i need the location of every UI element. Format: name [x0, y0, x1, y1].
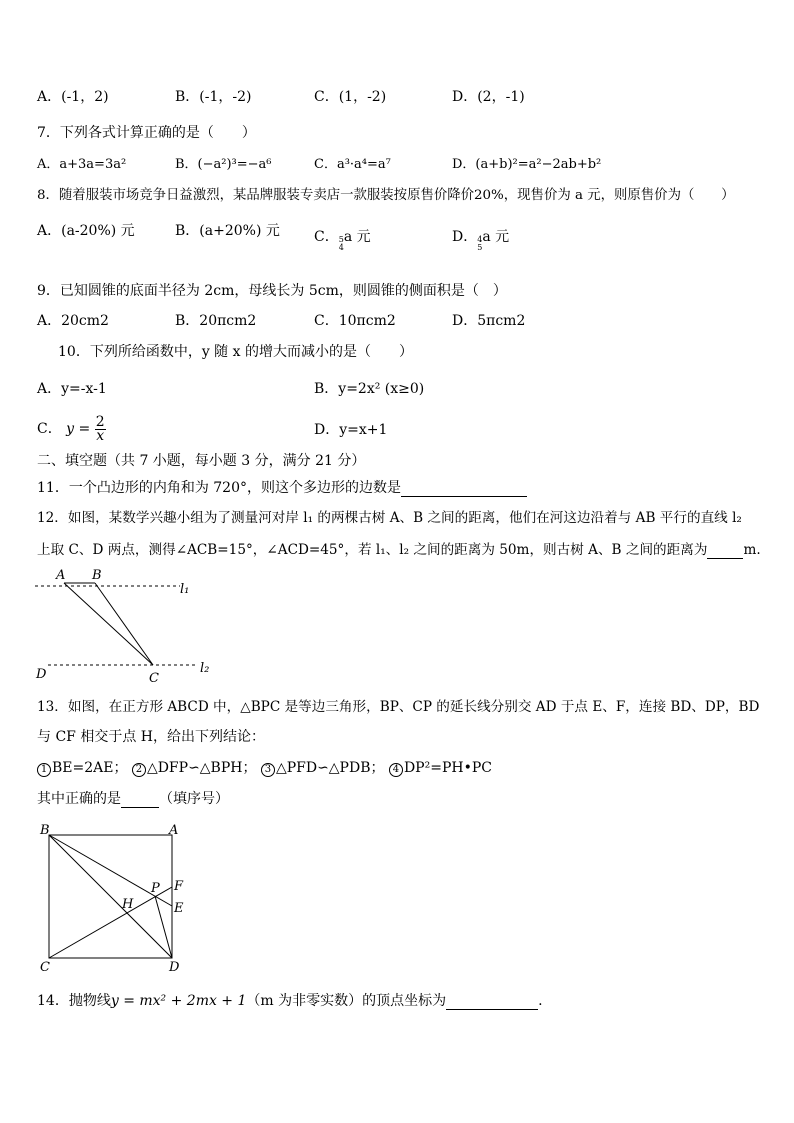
q8-option-c: C． 5 4 a 元 — [314, 229, 371, 252]
q12-label-c: C — [149, 671, 159, 686]
q12-line2: 上取 C、D 两点，测得∠ACB=15°，∠ACD=45°，若 l₁、l₂ 之间的距离为 50m，则古树 A、B 之间的距离为 m. — [37, 542, 761, 558]
q12-answer-blank[interactable] — [707, 544, 743, 559]
q12-figure — [30, 565, 220, 687]
q7-option-d: D．(a+b)²=a²−2ab+b² — [452, 157, 602, 172]
q13-label-p: P — [151, 881, 160, 896]
q13-figure — [36, 820, 196, 975]
q12-line1: 12．如图，某数学兴趣小组为了测量河对岸 l₁ 的两棵古树 A、B 之间的距离，他们在河这边沿着与 AB 平行的直线 l₂ — [37, 510, 742, 526]
q8-option-c-fraction: 5 4 — [338, 235, 344, 252]
q13-segment-dp — [155, 896, 172, 958]
q6-option-b: B．(-1，-2) — [175, 89, 252, 105]
q13-answer-blank[interactable] — [121, 793, 159, 808]
q14-stem: 14．抛物线y = mx² + 2mx + 1（m 为非零实数）的顶点坐标为 . — [37, 993, 543, 1009]
q10-stem: 10．下列所给函数中，y 随 x 的增大而减小的是（ ） — [58, 344, 413, 360]
q13-label-a: A — [169, 823, 179, 838]
q13-segment-cf — [49, 887, 172, 958]
q8-option-a: A．(a-20%) 元 — [37, 223, 135, 239]
q9-option-b: B．20πcm2 — [175, 313, 257, 329]
q6-option-c: C．(1，-2) — [314, 89, 387, 105]
q13-conclusion-1: 1 BE=2AE； — [37, 760, 127, 776]
q13-segment-bd — [49, 835, 172, 958]
q13-conclusion-4: 4 DP²=PH•PC — [389, 760, 492, 776]
q13-conclusion-3: 3 △PFD∽△PDB； — [261, 760, 385, 776]
q11-answer-blank[interactable] — [401, 482, 527, 497]
q8-option-d-fraction: 4 5 — [477, 235, 483, 252]
q13-conclusions — [37, 759, 492, 777]
q12-segment-bc — [95, 583, 153, 665]
q6-option-a: A．(-1，2) — [37, 89, 109, 105]
q12-label-a: A — [56, 568, 66, 583]
q12-label-b: B — [92, 568, 102, 583]
q13-line2: 与 CF 相交于点 H，给出下列结论： — [37, 729, 265, 745]
q12-label-d: D — [36, 667, 47, 682]
q11-stem: 11．一个凸边形的内角和为 720°，则这个多边形的边数是 — [37, 479, 527, 497]
q10-option-c-fraction: $\frac{2}{x}$ — [95, 413, 105, 444]
q9-option-a: A．20cm2 — [37, 313, 109, 329]
q8-option-d: D． 4 5 a 元 — [452, 229, 510, 252]
q12-label-l2: l₂ — [200, 661, 210, 676]
q7-option-b: B．(−a²)³=−a⁶ — [175, 157, 272, 172]
q14-formula: y = mx² + 2mx + 1 — [110, 993, 247, 1009]
q10-option-d: D．y=x+1 — [314, 422, 388, 438]
q8-stem: 8．随着服装市场竞争日益激烈，某品牌服装专卖店一款服装按原售价降价20%，现售价为 a 元，则原售价为（ ） — [37, 188, 735, 203]
q10-option-a: A．y=-x-1 — [37, 381, 107, 397]
q13-label-h: H — [122, 897, 134, 912]
q8-option-b: B．(a+20%) 元 — [175, 223, 280, 239]
q7-option-a: A．a+3a=3a² — [37, 157, 127, 172]
q12-label-l1: l₁ — [180, 582, 190, 597]
q13-answer-line: 其中正确的是 （填序号） — [37, 791, 229, 807]
q13-label-e: E — [174, 901, 184, 916]
q10-option-b: B．y=2x² (x≥0) — [314, 381, 425, 397]
q13-label-f: F — [174, 879, 184, 894]
q9-option-d: D．5πcm2 — [452, 313, 526, 329]
q13-label-d: D — [169, 960, 180, 975]
q13-conclusion-2: 2 △DFP∽△BPH； — [132, 760, 257, 776]
q6-option-d: D．(2，-1) — [452, 89, 525, 105]
section2-title: 二、填空题（共 7 小题，每小题 3 分，满分 21 分） — [37, 453, 366, 469]
q14-answer-blank[interactable] — [446, 995, 538, 1010]
q9-stem: 9．已知圆锥的底面半径为 2cm，母线长为 5cm，则圆锥的侧面积是（ ） — [37, 283, 507, 299]
q9-option-c: C．10πcm2 — [314, 313, 396, 329]
q7-stem: 7．下列各式计算正确的是（ ） — [37, 125, 256, 141]
q13-label-b: B — [40, 823, 50, 838]
q7-option-c: C．a³·a⁴=a⁷ — [314, 157, 391, 172]
q13-line1: 13．如图，在正方形 ABCD 中，△BPC 是等边三角形，BP、CP 的延长线分别交 AD 于点 E、F，连接 BD、DP，BD — [37, 699, 760, 715]
q13-label-c: C — [40, 960, 50, 975]
q10-option-c: C． y = $\frac{2}{x}$ — [37, 413, 105, 444]
q12-segment-ac — [64, 583, 153, 665]
